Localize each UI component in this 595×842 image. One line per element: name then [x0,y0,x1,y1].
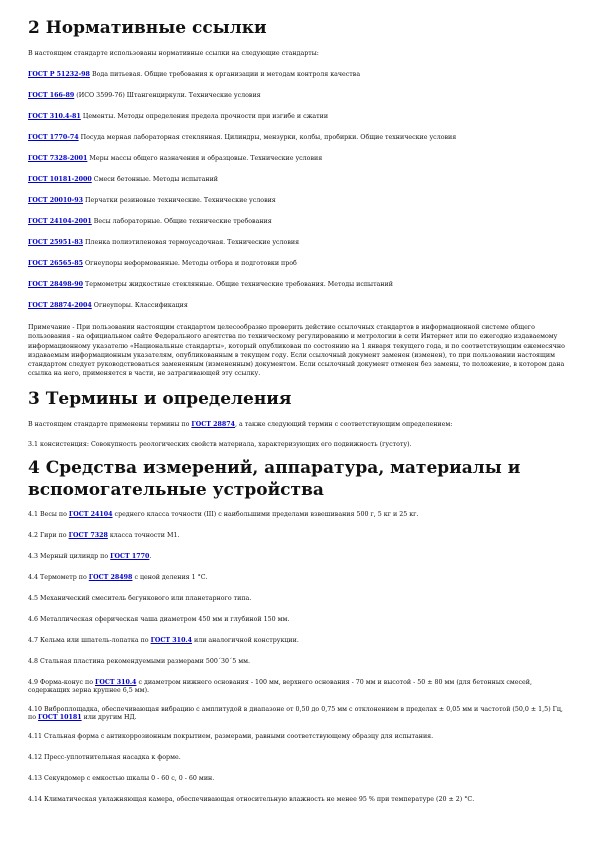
reference-text: Термометры жидкостные стеклянные. Общие технические требования. Методы испытаний [83,281,393,288]
equipment-item [28,796,568,804]
reference-link[interactable]: ГОСТ 310.4 [95,678,137,686]
reference-item [28,155,568,163]
reference-text: Пленка полиэтиленовая термоусадочная. Технические условия [83,239,300,246]
item-text: 4.9 Форма-конус по [28,678,95,686]
reference-text: Огнеупоры. Классификация [91,302,188,309]
item-text: с ценой деления 1 °С. [132,573,208,581]
equipment-item [28,706,568,722]
item-text: 4.13 Секундомер с емкостью шкалы 0 - 60 с, 0 - 60 мин. [28,774,215,782]
reference-link[interactable]: ГОСТ 24104-2001 [28,218,92,225]
reference-link[interactable]: ГОСТ 1770 [110,552,150,560]
reference-text: Посуда мерная лабораторная стеклянная. Цилиндры, мензурки, колбы, пробирки. Общие технические условия [78,134,457,141]
item-text: 4.3 Мерный цилиндр по [28,552,111,560]
reference-link[interactable]: ГОСТ 25951-83 [28,239,84,246]
equipment-item [28,637,568,645]
reference-text: (ИСО 3599-76) Штангенциркули. Технические условия [74,92,261,99]
item-text: 4.5 Механический смеситель бегункового или планетарного типа. [28,594,252,602]
reference-text: Вода питьевая. Общие требования к организации и методам контроля качества [89,71,361,78]
reference-item [28,260,568,268]
section-2-heading: 2 Нормативные ссылки [28,18,267,38]
normative-references-list [28,71,568,310]
section-3-heading: 3 Термины и определения [28,388,292,409]
heading-line: вспомогательные устройства [28,479,324,500]
intro-text: В настоящем стандарте применены термины по [28,420,192,428]
reference-item [28,134,568,142]
reference-text: Огнеупоры неформованные. Методы отбора и подготовки проб [83,260,297,267]
item-text: 4.10 Виброплощадка, обеспечивающая вибрацию с амплитудой в диапазоне от 0,50 до 0,75 мм с отклонением в пределах ± 0,05 мм и частотой (50,0 ± 1,5) Гц, по [28,705,563,721]
reference-text: Весы лабораторные. Общие технические требования [91,218,272,225]
item-text: среднего класса точности (III) с наибольшими пределами взвешивания 500 г, 5 кг и 25 кг. [112,510,419,518]
equipment-item [28,595,568,603]
section-3-intro [28,421,568,429]
reference-text: Меры массы общего назначения и образцовые. Технические условия [87,155,323,162]
reference-text: Цементы. Методы определения предела прочности при изгибе и сжатии [80,113,329,120]
reference-item [28,302,568,310]
reference-link[interactable]: ГОСТ 310.4-81 [28,113,81,120]
document-page [28,18,568,817]
reference-item [28,281,568,289]
reference-item [28,218,568,226]
intro-text: , а также следующий термин с соответствующим определением: [235,420,453,428]
reference-link[interactable]: ГОСТ 28498-90 [28,281,84,288]
item-text: 4.2 Гири по [28,531,69,539]
reference-item [28,92,568,100]
reference-link[interactable]: ГОСТ 26565-85 [28,260,84,267]
item-text: с диаметром нижнего основания - 100 мм, верхнего основания - 70 мм и высотой - 50 ± 80 мм (для бетонных смесей, содержащих зерна крупнее 6,5 мм). [28,678,532,694]
reference-link[interactable]: ГОСТ 28874 [191,420,236,428]
equipment-list [28,511,568,804]
reference-item [28,71,568,79]
reference-link[interactable]: ГОСТ 7328-2001 [28,155,88,162]
reference-text: Перчатки резиновые технические. Технические условия [83,197,276,204]
reference-link[interactable]: ГОСТ 166-89 [28,92,75,99]
item-text: 4.12 Пресс-уплотнительная насадка к форме. [28,753,181,761]
reference-link[interactable]: ГОСТ 7328 [68,531,108,539]
item-text: 4.6 Металлическая сферическая чаша диаметром 450 мм и глубиной 150 мм. [28,615,290,623]
equipment-item [28,574,568,582]
item-text: или аналогичной конструкции. [192,636,299,644]
reference-item [28,176,568,184]
equipment-item [28,679,568,695]
term-definition: 3.1 консистенция: Совокупность реологических свойств материала, характеризующих его подвижность (густоту). [28,440,412,448]
section-4-heading [28,457,568,501]
item-text: 4.14 Климатическая увлажняющая камера, обеспечивающая относительную влажность не менее 95 % при температуре (20 ± 2) °С. [28,795,475,803]
item-text: класса точности М1. [107,531,180,539]
section-2-note: Примечание - При пользовании настоящим стандартом целесообразно проверить действие ссылочных стандартов в информационной системе общего пользования - на официальном сайте Федерального агентства по техническому регулированию и метрологии в сети Интернет или по ежегодно издаваемому информационному указателю «Национальные стандарты», который опубликован по состоянию на 1 января текущего года, и по соответствующим ежемесячно издаваемым информационным указателям, опубликованным в текущем году. Если ссылочный документ заменен (изменен), то при пользовании настоящим стандартом следует руководствоваться замененным (измененным) документом. Если ссылочный документ отменен без замены, то положение, в котором дана ссылка на него, применяется в части, не затрагивающей эту ссылку. [28,324,565,378]
section-2-intro: В настоящем стандарте использованы нормативные ссылки на следующие стандарты: [28,50,319,57]
equipment-item [28,511,568,519]
reference-link[interactable]: ГОСТ 1770-74 [28,134,79,141]
reference-item [28,239,568,247]
reference-link[interactable]: ГОСТ Р 51232-98 [28,71,90,78]
reference-link[interactable]: ГОСТ 10181 [38,713,82,721]
reference-link[interactable]: ГОСТ 28498 [88,573,133,581]
reference-link[interactable]: ГОСТ 28874-2004 [28,302,92,309]
reference-text: Смеси бетонные. Методы испытаний [91,176,218,183]
item-text: 4.1 Весы по [28,510,69,518]
reference-link[interactable]: ГОСТ 310.4 [150,636,193,644]
equipment-item [28,553,568,561]
reference-item [28,197,568,205]
reference-link[interactable]: ГОСТ 10181-2000 [28,176,92,183]
item-text: 4.7 Кельма или шпатель-лопатка по [28,636,151,644]
heading-line: 4 Средства измерений, аппаратура, материалы и [28,457,521,478]
item-text: 4.8 Стальная пластина рекомендуемыми размерами 500´30´5 мм. [28,657,251,665]
item-text: или другим НД. [81,713,137,721]
item-text: . [149,552,152,560]
equipment-item [28,775,568,783]
equipment-item [28,733,568,741]
item-text: 4.4 Термометр по [28,573,89,581]
reference-link[interactable]: ГОСТ 20010-93 [28,197,84,204]
item-text: 4.11 Стальная форма с антикоррозионным покрытием, размерами, равными соответствующему образцу для испытания. [28,732,434,740]
equipment-item [28,754,568,762]
equipment-item [28,616,568,624]
equipment-item [28,532,568,540]
equipment-item [28,658,568,666]
reference-item [28,113,568,121]
reference-link[interactable]: ГОСТ 24104 [68,510,113,518]
